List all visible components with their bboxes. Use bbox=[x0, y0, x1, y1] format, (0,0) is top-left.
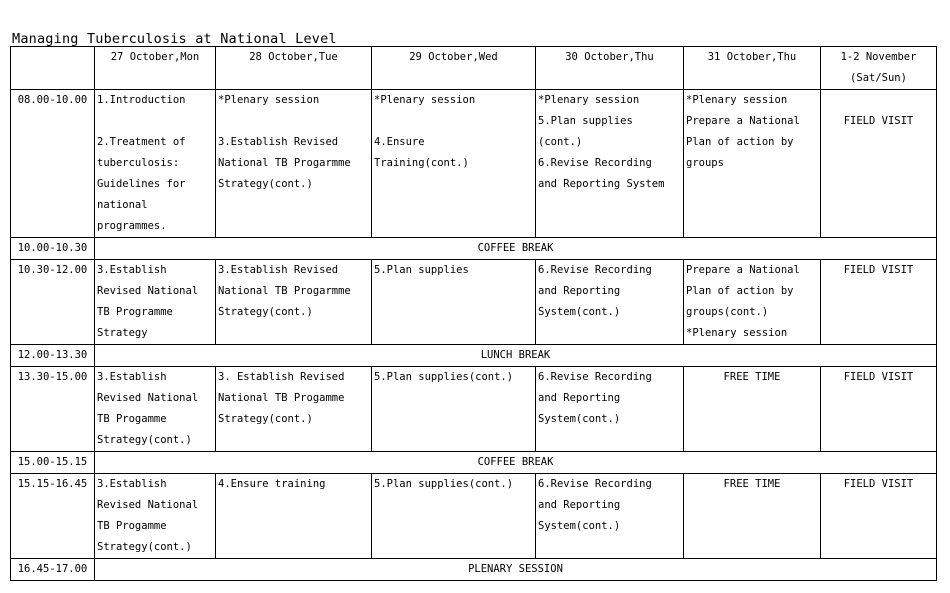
cell-thu-31: *Plenary session Prepare a National Plan of action by groups bbox=[684, 90, 821, 238]
cell-mon: 3.Establish Revised National TB Progamme Strategy(cont.) bbox=[95, 474, 216, 559]
header-thu-30: 30 October,Thu bbox=[536, 47, 684, 90]
cell-thu-30: 6.Revise Recording and Reporting System(cont.) bbox=[536, 260, 684, 345]
session-row-4 bbox=[11, 474, 937, 559]
header-nov: 1-2 November (Sat/Sun) bbox=[821, 47, 937, 90]
session-row-3 bbox=[11, 367, 937, 452]
cell-tue: 3. Establish Revised National TB Progamme Strategy(cont.) bbox=[216, 367, 372, 452]
session-row-2 bbox=[11, 260, 937, 345]
cell-wed: *Plenary session 4.Ensure Training(cont.) bbox=[372, 90, 536, 238]
header-mon: 27 October,Mon bbox=[95, 47, 216, 90]
cell-nov: FIELD VISIT bbox=[821, 260, 937, 345]
cell-nov: FIELD VISIT bbox=[821, 367, 937, 452]
time-cell: 10.00-10.30 bbox=[11, 238, 95, 260]
break-label: COFFEE BREAK bbox=[95, 452, 937, 474]
cell-wed: 5.Plan supplies(cont.) bbox=[372, 474, 536, 559]
cell-tue: *Plenary session 3.Establish Revised National TB Progarmme Strategy(cont.) bbox=[216, 90, 372, 238]
header-time-cell bbox=[11, 47, 95, 90]
header-thu-31: 31 October,Thu bbox=[684, 47, 821, 90]
cell-tue: 4.Ensure training bbox=[216, 474, 372, 559]
time-cell: 15.00-15.15 bbox=[11, 452, 95, 474]
break-row-2 bbox=[11, 345, 937, 367]
time-cell: 16.45-17.00 bbox=[11, 559, 95, 581]
cell-nov: FIELD VISIT bbox=[821, 90, 937, 238]
header-row bbox=[11, 47, 937, 90]
time-cell: 12.00-13.30 bbox=[11, 345, 95, 367]
time-cell: 15.15-16.45 bbox=[11, 474, 95, 559]
cell-mon: 3.Establish Revised National TB Progamme Strategy(cont.) bbox=[95, 367, 216, 452]
break-label: COFFEE BREAK bbox=[95, 238, 937, 260]
time-cell: 08.00-10.00 bbox=[11, 90, 95, 238]
cell-thu-31: FREE TIME bbox=[684, 474, 821, 559]
session-row-1 bbox=[11, 90, 937, 238]
cell-thu-30: 6.Revise Recording and Reporting System(cont.) bbox=[536, 474, 684, 559]
cell-mon: 3.Establish Revised National TB Programme Strategy bbox=[95, 260, 216, 345]
cell-thu-31: Prepare a National Plan of action by groups(cont.) *Plenary session bbox=[684, 260, 821, 345]
cell-tue: 3.Establish Revised National TB Progarmme Strategy(cont.) bbox=[216, 260, 372, 345]
cell-wed: 5.Plan supplies bbox=[372, 260, 536, 345]
time-cell: 13.30-15.00 bbox=[11, 367, 95, 452]
header-wed: 29 October,Wed bbox=[372, 47, 536, 90]
cell-wed: 5.Plan supplies(cont.) bbox=[372, 367, 536, 452]
break-label: PLENARY SESSION bbox=[95, 559, 937, 581]
cell-thu-30: 6.Revise Recording and Reporting System(cont.) bbox=[536, 367, 684, 452]
cell-thu-30: *Plenary session 5.Plan supplies (cont.) 6.Revise Recording and Reporting System bbox=[536, 90, 684, 238]
cell-nov: FIELD VISIT bbox=[821, 474, 937, 559]
time-cell: 10.30-12.00 bbox=[11, 260, 95, 345]
header-tue: 28 October,Tue bbox=[216, 47, 372, 90]
cell-thu-31: FREE TIME bbox=[684, 367, 821, 452]
cell-mon: 1.Introduction 2.Treatment of tuberculosis: Guidelines for national programmes. bbox=[95, 90, 216, 238]
page-title: Managing Tuberculosis at National Level bbox=[12, 31, 337, 47]
break-label: LUNCH BREAK bbox=[95, 345, 937, 367]
break-row-4 bbox=[11, 559, 937, 581]
schedule-table bbox=[10, 46, 937, 581]
break-row-3 bbox=[11, 452, 937, 474]
break-row-1 bbox=[11, 238, 937, 260]
